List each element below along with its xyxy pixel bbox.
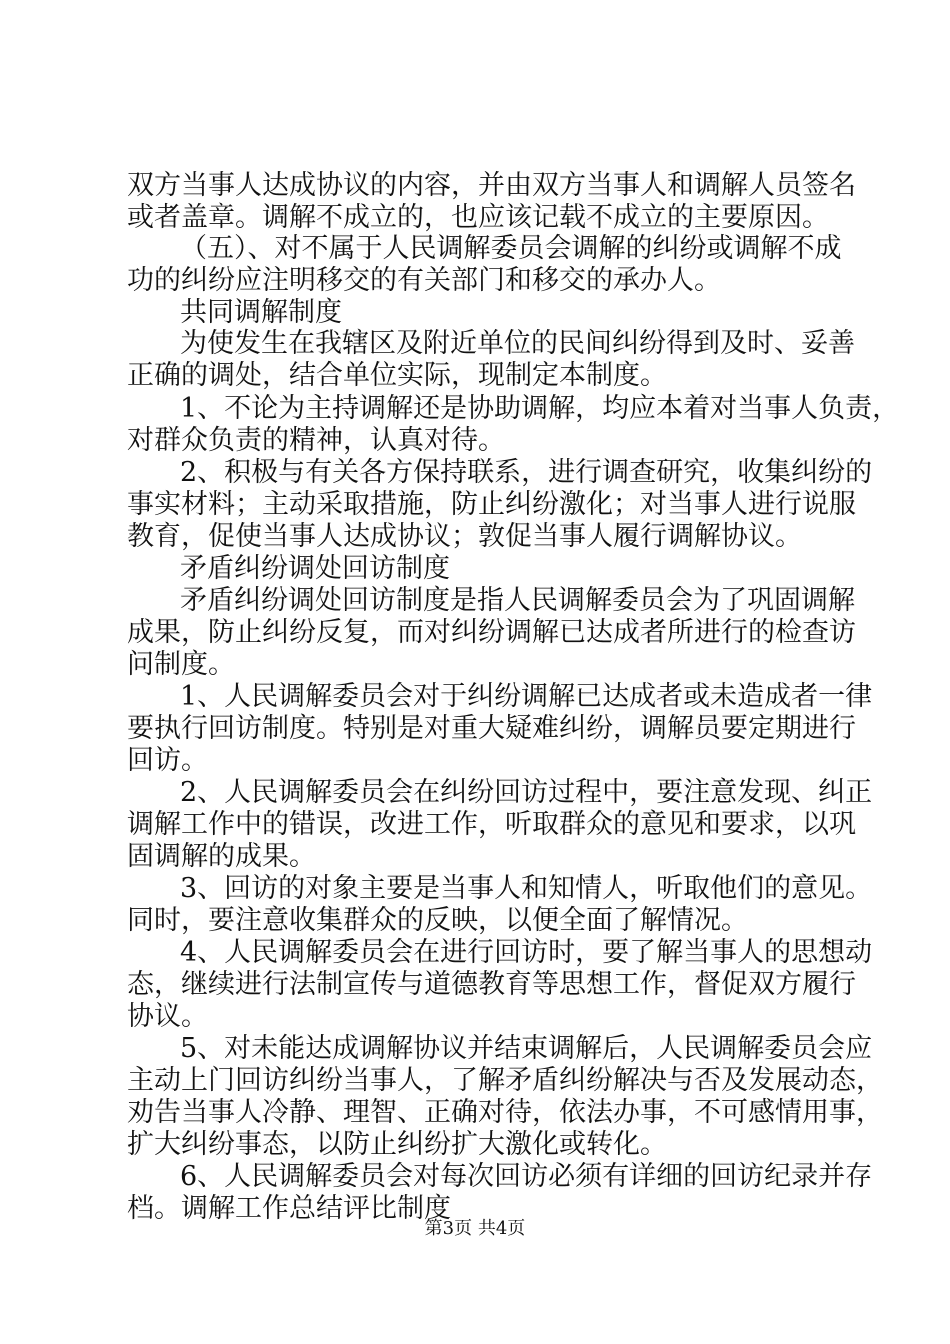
body-text-line: 3、回访的对象主要是当事人和知情人，听取他们的意见。 <box>180 873 873 904</box>
body-text-line: 回访。 <box>127 745 208 776</box>
body-text-line: 态，继续进行法制宣传与道德教育等思想工作，督促双方履行 <box>127 969 856 1000</box>
body-text-line: （五）、对不属于人民调解委员会调解的纠纷或调解不成 <box>180 233 842 264</box>
body-text-line: 2、积极与有关各方保持联系，进行调查研究，收集纠纷的 <box>180 457 873 488</box>
body-text-line: 事实材料；主动采取措施，防止纠纷激化；对当事人进行说服 <box>127 489 856 520</box>
body-text-line: 成果，防止纠纷反复，而对纠纷调解已达成者所进行的检查访 <box>127 617 856 648</box>
body-text-line: 或者盖章。调解不成立的，也应该记载不成立的主要原因。 <box>127 202 829 233</box>
body-text-line: 为使发生在我辖区及附近单位的民间纠纷得到及时、妥善 <box>180 328 855 359</box>
body-text-line: 档。调解工作总结评比制度 <box>127 1193 451 1224</box>
body-text-line: 2、人民调解委员会在纠纷回访过程中，要注意发现、纠正 <box>180 777 873 808</box>
body-text-line: 同时，要注意收集群众的反映，以便全面了解情况。 <box>127 905 748 936</box>
body-text-line: 要执行回访制度。特别是对重大疑难纠纷，调解员要定期进行 <box>127 713 856 744</box>
body-text-line: 主动上门回访纠纷当事人，了解矛盾纠纷解决与否及发展动态， <box>127 1065 883 1096</box>
body-text-line: 功的纠纷应注明移交的有关部门和移交的承办人。 <box>127 265 721 296</box>
section-heading: 矛盾纠纷调处回访制度 <box>180 553 450 584</box>
body-text-line: 调解工作中的错误，改进工作，听取群众的意见和要求，以巩 <box>127 809 856 840</box>
body-text-line: 固调解的成果。 <box>127 841 316 872</box>
body-text-line: 矛盾纠纷调处回访制度是指人民调解委员会为了巩固调解 <box>180 585 855 616</box>
body-text-line: 1、人民调解委员会对于纠纷调解已达成者或未造成者一律 <box>180 681 873 712</box>
body-text-line: 正确的调处，结合单位实际，现制定本制度。 <box>127 360 667 391</box>
body-text-line: 6、人民调解委员会对每次回访必须有详细的回访纪录并存 <box>180 1161 873 1192</box>
body-text-line: 对群众负责的精神，认真对待。 <box>127 425 505 456</box>
body-text-line: 双方当事人达成协议的内容，并由双方当事人和调解人员签名 <box>127 170 856 201</box>
body-text-line: 1、不论为主持调解还是协助调解，均应本着对当事人负责， <box>180 393 900 424</box>
body-text-line: 劝告当事人冷静、理智、正确对待，依法办事，不可感情用事， <box>127 1097 883 1128</box>
section-heading: 共同调解制度 <box>180 297 342 328</box>
page-number-footer: 第3页 共4页 <box>424 1218 526 1239</box>
body-text-line: 问制度。 <box>127 649 235 680</box>
body-text-line: 扩大纠纷事态，以防止纠纷扩大激化或转化。 <box>127 1129 667 1160</box>
body-text-line: 4、人民调解委员会在进行回访时，要了解当事人的思想动 <box>180 937 873 968</box>
body-text-line: 协议。 <box>127 1001 208 1032</box>
body-text-line: 教育，促使当事人达成协议；敦促当事人履行调解协议。 <box>127 521 802 552</box>
body-text-line: 5、对未能达成调解协议并结束调解后，人民调解委员会应 <box>180 1033 873 1064</box>
